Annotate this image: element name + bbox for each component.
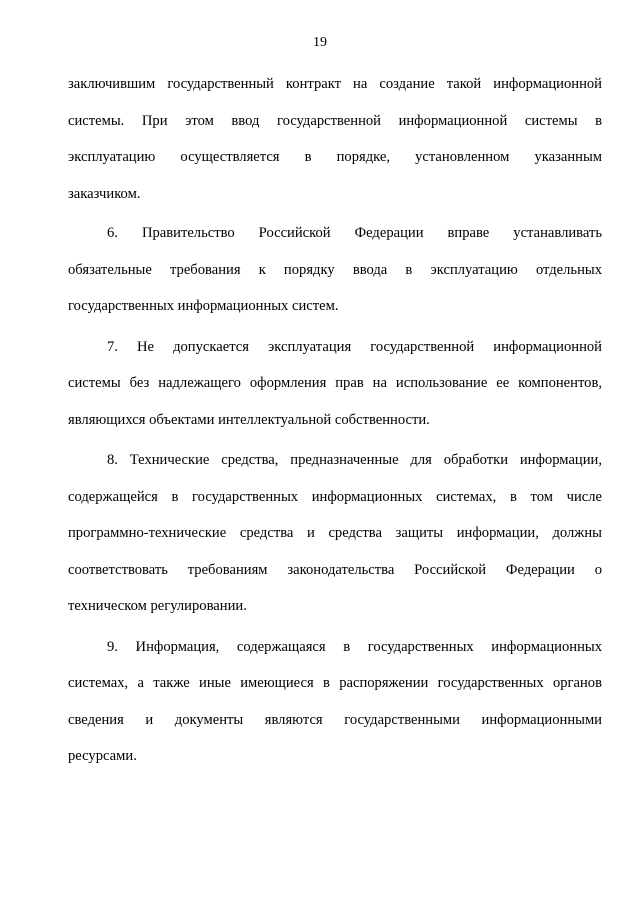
text-line: содержащейся в государственных информационных системах, в том числе (68, 488, 602, 505)
text-line: 8. Технические средства, предназначенные для обработки информации, (107, 452, 602, 468)
text-line: программно-технические средства и средства защиты информации, должны (68, 525, 602, 541)
text-line: 9. Информация, содержащаяся в государственных информационных (107, 638, 602, 655)
text-line: заключившим государственный контракт на создание такой информационной (68, 76, 602, 92)
text-line: 7. Не допускается эксплуатация государственной информационной (107, 338, 602, 355)
paragraph-9 (68, 629, 602, 775)
text-line: 6. Правительство Российской Федерации вправе устанавливать (107, 225, 602, 241)
page-number: 19 (313, 35, 327, 50)
paragraph-continuation (68, 66, 602, 212)
text-line: ресурсами. (68, 748, 137, 764)
text-line: системы без надлежащего оформления прав на использование ее компонентов, (68, 375, 602, 391)
text-line: являющихся объектами интеллектуальной собственности. (68, 411, 430, 428)
text-line: обязательные требования к порядку ввода в эксплуатацию отдельных (68, 261, 602, 278)
text-line: системах, а также иные имеющиеся в распоряжении государственных органов (68, 675, 602, 691)
paragraph-6 (68, 215, 602, 325)
text-line: эксплуатацию осуществляется в порядке, установленном указанным (68, 149, 602, 165)
text-line: соответствовать требованиям законодательства Российской Федерации о (68, 561, 602, 578)
text-line: сведения и документы являются государственными информационными (68, 711, 602, 728)
paragraph-8 (68, 442, 602, 625)
text-line: системы. При этом ввод государственной информационной системы в (68, 112, 602, 129)
text-line: техническом регулировании. (68, 598, 247, 614)
text-line: заказчиком. (68, 185, 141, 202)
text-line: государственных информационных систем. (68, 298, 339, 314)
document-body (68, 66, 602, 775)
paragraph-7 (68, 329, 602, 439)
